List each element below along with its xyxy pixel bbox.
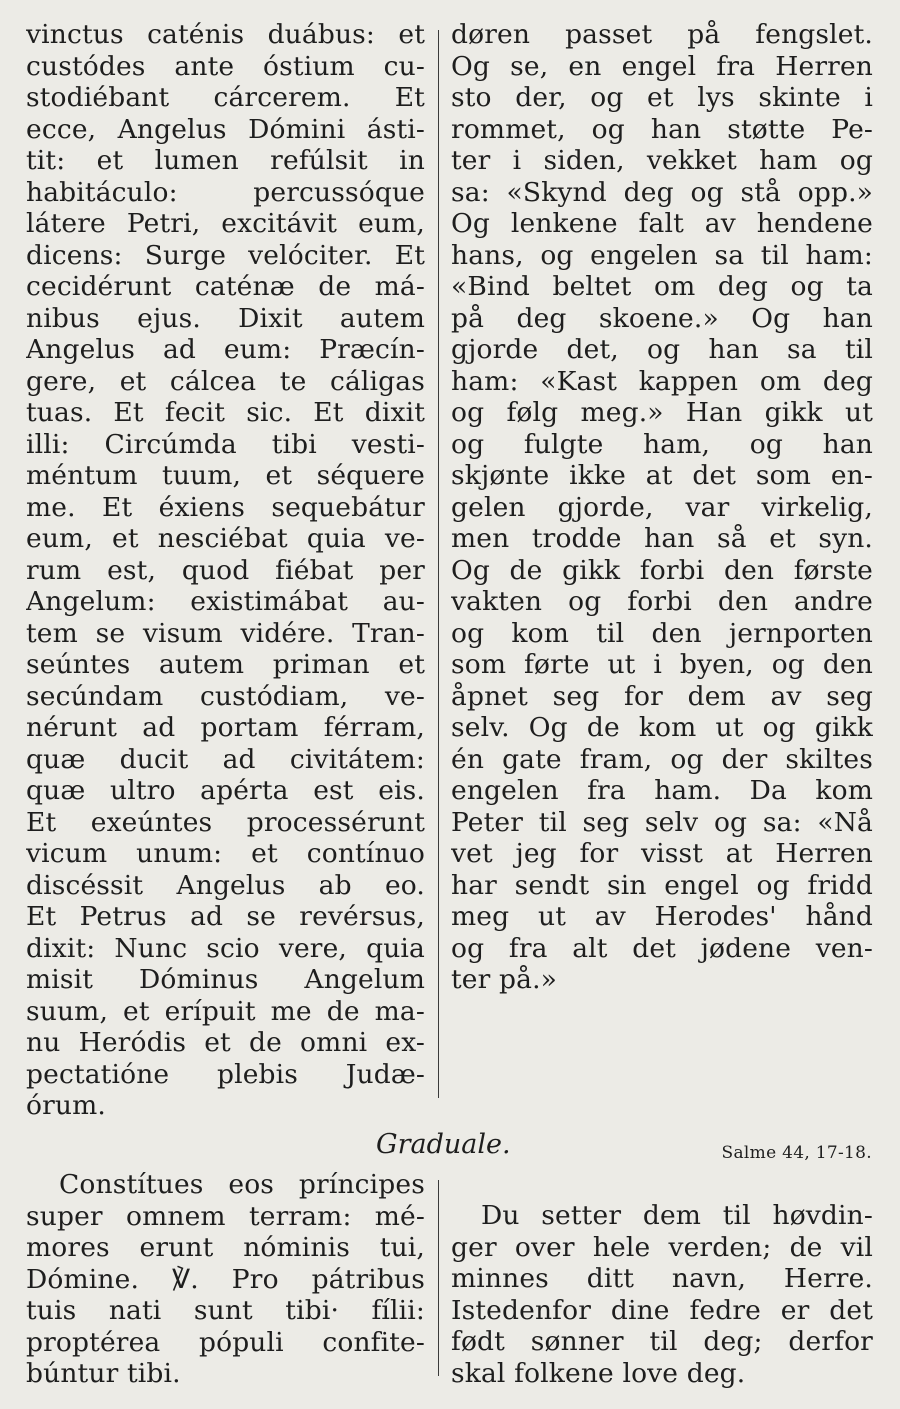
norwegian-text-line: hans, og engelen sa til ham:	[451, 239, 873, 271]
latin-gradual-line: Constítues eos príncipes	[59, 1169, 425, 1200]
norwegian-text-line: har sendt sin engel og fridd	[451, 869, 873, 901]
latin-text-line: quæ ultro apérta est eis.	[26, 775, 425, 806]
norwegian-text-line: én gate fram, og der skiltes	[451, 743, 873, 775]
norwegian-text-line: og følg meg.» Han gikk ut	[451, 397, 873, 428]
latin-text-line: cecidérunt caténæ de má-	[26, 271, 425, 302]
latin-text-line: eum, et nesciébat quia ve-	[26, 523, 425, 554]
latin-gradual-line: mores erunt nóminis tui,	[26, 1232, 425, 1263]
norwegian-gradual-line: født sønner til deg; derfor	[451, 1326, 873, 1357]
norwegian-gradual-line: ger over hele verden; de vil	[451, 1231, 873, 1263]
latin-text-line: vicum unum: et contínuo	[26, 838, 425, 869]
latin-text-line: pectatióne plebis Judæ-	[26, 1058, 425, 1090]
latin-text-line: dicens: Surge velóciter. Et	[26, 239, 425, 271]
latin-text-line: custódes ante óstium cu-	[26, 50, 425, 82]
norwegian-text-line: Og de gikk forbi den første	[451, 554, 873, 586]
norwegian-text-line: meg ut av Herodes' hånd	[451, 901, 873, 932]
latin-reading-column	[26, 19, 425, 1122]
latin-text-line: gere, et cálcea te cáligas	[26, 365, 425, 397]
norwegian-text-line: gelen gjorde, var virkelig,	[451, 491, 873, 523]
latin-text-line: suum, et erípuit me de ma-	[26, 995, 425, 1027]
latin-gradual-line: super omnem terram: mé-	[26, 1200, 425, 1232]
latin-text-line: illi: Circúmda tibi vesti-	[26, 428, 425, 460]
latin-text-line: tuas. Et fecit sic. Et dixit	[26, 397, 425, 428]
norwegian-text-line: Og se, en engel fra Herren	[451, 50, 873, 82]
norwegian-text-line: på deg skoene.» Og han	[451, 302, 873, 334]
latin-text-line: habitáculo: percussóque	[26, 176, 425, 208]
latin-text-line: secúndam custódiam, ve-	[26, 680, 425, 712]
latin-text-line: nibus ejus. Dixit autem	[26, 302, 425, 334]
norwegian-text-line: og kom til den jernporten	[451, 617, 873, 649]
norwegian-text-line: ham: «Kast kappen om deg	[451, 365, 873, 397]
gradual-psalm-reference: Salme 44, 17-18.	[721, 1143, 872, 1163]
latin-text-line: misit Dóminus Angelum	[26, 964, 425, 995]
norwegian-text-line: og fulgte ham, og han	[451, 428, 873, 460]
latin-text-line: stodiébant cárcerem. Et	[26, 82, 425, 113]
norwegian-reading-column	[451, 19, 873, 996]
norwegian-text-line: ter på.»	[451, 964, 558, 995]
norwegian-gradual-line: Istedenfor dine fedre er det	[451, 1294, 873, 1326]
norwegian-text-line: ter i siden, vekket ham og	[451, 145, 873, 176]
latin-text-line: méntum tuum, et séquere	[26, 460, 425, 491]
norwegian-text-line: Peter til seg selv og sa: «Nå	[451, 806, 873, 838]
norwegian-gradual-column	[451, 1200, 873, 1389]
norwegian-text-line: men trodde han så et syn.	[451, 523, 873, 554]
latin-text-line: discéssit Angelus ab eo.	[26, 869, 425, 901]
latin-text-line: rum est, quod fiébat per	[26, 554, 425, 586]
norwegian-text-line: selv. Og de kom ut og gikk	[451, 712, 873, 743]
norwegian-text-line: rommet, og han støtte Pe-	[451, 113, 873, 145]
norwegian-text-line: sa: «Skynd deg og stå opp.»	[451, 176, 873, 208]
norwegian-text-line: Og lenkene falt av hendene	[451, 208, 873, 239]
norwegian-text-line: og fra alt det jødene ven-	[451, 932, 873, 964]
latin-text-line: Angelum: existimábat au-	[26, 586, 425, 617]
latin-text-line: me. Et éxiens sequebátur	[26, 491, 425, 523]
norwegian-text-line: gjorde det, og han sa til	[451, 334, 873, 365]
norwegian-text-line: vet jeg for visst at Herren	[451, 838, 873, 869]
latin-text-line: nérunt ad portam férram,	[26, 712, 425, 743]
norwegian-text-line: vakten og forbi den andre	[451, 586, 873, 617]
norwegian-text-line: åpnet seg for dem av seg	[451, 680, 873, 712]
norwegian-gradual-line: minnes ditt navn, Herre.	[451, 1263, 873, 1294]
latin-gradual-column	[26, 1169, 425, 1390]
latin-text-line: látere Petri, excitávit eum,	[26, 208, 425, 239]
column-divider-bottom	[438, 1180, 439, 1376]
norwegian-text-line: døren passet på fengslet.	[451, 19, 873, 50]
latin-text-line: Angelus ad eum: Præcín-	[26, 334, 425, 365]
latin-text-line: seúntes autem priman et	[26, 649, 425, 680]
latin-text-line: tit: et lumen refúlsit in	[26, 145, 425, 176]
latin-text-line: órum.	[26, 1090, 106, 1121]
latin-gradual-line: Dómine. ℣. Pro pátribus	[26, 1263, 425, 1295]
latin-text-line: quæ ducit ad civitátem:	[26, 743, 425, 775]
latin-text-line: Et Petrus ad se revérsus,	[26, 901, 425, 932]
latin-text-line: tem se visum vidére. Tran-	[26, 617, 425, 649]
latin-text-line: dixit: Nunc scio vere, quia	[26, 932, 425, 964]
latin-text-line: ecce, Angelus Dómini ásti-	[26, 113, 425, 145]
norwegian-text-line: skjønte ikke at det som en-	[451, 460, 873, 491]
norwegian-text-line: «Bind beltet om deg og ta	[451, 271, 873, 302]
latin-text-line: vinctus caténis duábus: et	[26, 19, 425, 50]
column-divider-top	[438, 30, 439, 1098]
latin-text-line: nu Heródis et de omni ex-	[26, 1027, 425, 1058]
latin-gradual-line: proptérea pópuli confite-	[26, 1326, 425, 1358]
gradual-heading: Graduale.	[376, 1129, 511, 1160]
latin-gradual-line: tuis nati sunt tibi· fílii:	[26, 1295, 425, 1326]
norwegian-gradual-line: Du setter dem til høvdin-	[481, 1200, 873, 1231]
latin-text-line: Et exeúntes processérunt	[26, 806, 425, 838]
norwegian-text-line: engelen fra ham. Da kom	[451, 775, 873, 806]
norwegian-text-line: sto der, og et lys skinte i	[451, 82, 873, 113]
norwegian-text-line: som førte ut i byen, og den	[451, 649, 873, 680]
latin-gradual-line: búntur tibi.	[26, 1358, 181, 1389]
norwegian-gradual-line: skal folkene love deg.	[451, 1357, 746, 1389]
